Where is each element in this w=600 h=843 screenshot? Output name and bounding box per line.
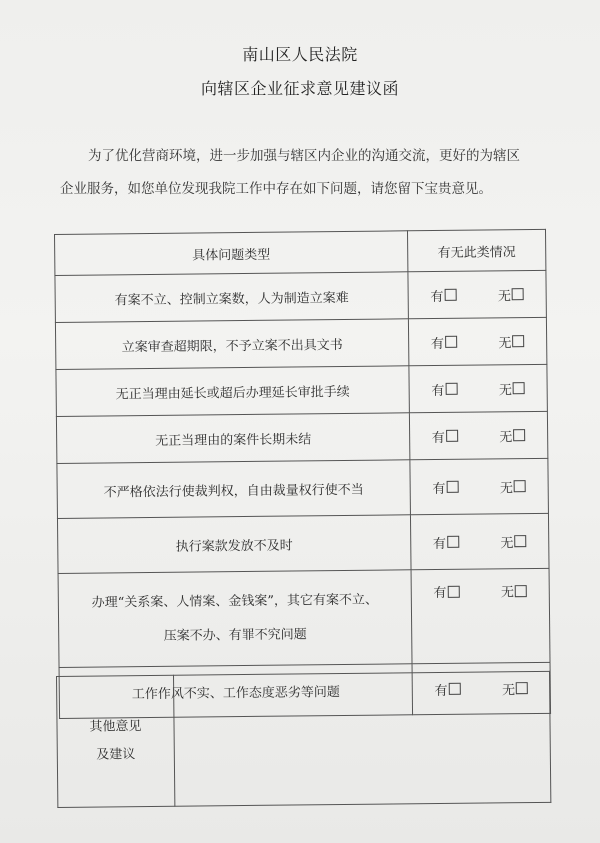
table-row	[56, 364, 547, 416]
issue-text: 无正当理由的案件长期未结	[56, 413, 409, 464]
yes-checkbox[interactable]	[432, 477, 458, 496]
issue-text: 执行案款发放不及时	[57, 515, 411, 574]
feedback-table	[54, 229, 551, 719]
no-label: 无	[498, 382, 512, 398]
yes-checkbox[interactable]	[430, 285, 456, 304]
checkbox-square-icon	[514, 535, 526, 547]
yes-label: 有	[433, 585, 447, 602]
table-row	[55, 270, 546, 322]
letter-title: 向辖区企业征求意见建议函	[200, 79, 399, 98]
no-checkbox[interactable]	[500, 532, 526, 551]
issue-text-line-1: 办理“关系案、人情案、金钱案”，其它有案不立、	[91, 592, 379, 611]
checkbox-square-icon	[512, 288, 524, 300]
yes-label: 有	[430, 289, 444, 305]
table-row	[57, 458, 549, 518]
no-label: 无	[500, 535, 514, 551]
no-label: 无	[501, 682, 516, 698]
table-row	[57, 513, 549, 573]
checkbox-square-icon	[446, 481, 458, 493]
yes-label: 有	[430, 336, 445, 352]
table-row	[56, 411, 547, 463]
no-checkbox[interactable]	[498, 332, 524, 351]
checkbox-square-icon	[447, 585, 459, 597]
intro-paragraph: 为了优化营商环境，进一步加强与辖区内企业的沟通交流，更好的为辖区企业服务，如您单位发现我院工作中存在如下问题，请您留下宝贵意见。	[60, 148, 520, 197]
checkbox-square-icon	[444, 289, 456, 301]
yes-checkbox[interactable]	[433, 532, 459, 551]
status-column-header: 有无此类情况	[407, 229, 545, 271]
issue-text: 立案审查超期限，不予立案不出具文书	[55, 319, 408, 370]
yes-checkbox[interactable]	[433, 582, 459, 601]
no-checkbox[interactable]	[499, 426, 525, 445]
no-checkbox[interactable]	[500, 477, 526, 496]
no-label: 无	[497, 288, 512, 304]
no-checkbox[interactable]	[499, 379, 525, 398]
court-name: 南山区人民法院	[242, 45, 358, 64]
other-suggestions-table	[56, 671, 551, 808]
issue-text-line-2: 压案不办、有罪不究问题	[163, 626, 307, 644]
no-checkbox[interactable]	[498, 285, 524, 304]
checkbox-square-icon	[446, 430, 458, 442]
issue-text: 无正当理由延长或超后办理延长审批手续	[56, 366, 409, 417]
yes-label: 有	[432, 481, 446, 497]
yes-label: 有	[431, 383, 445, 399]
other-label-line-1: 其他意见	[89, 719, 142, 735]
checkbox-square-icon	[513, 429, 525, 441]
yes-label: 有	[432, 536, 447, 552]
no-label: 无	[499, 429, 513, 445]
checkbox-square-icon	[445, 383, 457, 395]
checkbox-square-icon	[445, 336, 457, 348]
other-label-line-2: 及建议	[96, 747, 136, 763]
issue-text: 工作作风不实、工作态度恶劣等问题	[59, 664, 413, 719]
checkbox-square-icon	[515, 585, 527, 597]
yes-label: 有	[431, 430, 445, 446]
table-row	[55, 317, 546, 369]
issue-text: 有案不立、控制立案数，人为制造立案难	[55, 272, 408, 323]
checkbox-square-icon	[447, 536, 459, 548]
yes-label: 有	[434, 683, 448, 699]
yes-checkbox[interactable]	[431, 379, 457, 398]
no-checkbox[interactable]	[501, 581, 527, 600]
other-suggestions-field[interactable]	[173, 671, 550, 806]
no-label: 无	[498, 335, 512, 351]
other-suggestions-label	[57, 675, 175, 807]
checkbox-square-icon	[512, 335, 524, 347]
yes-checkbox[interactable]	[431, 332, 457, 351]
table-row	[58, 568, 550, 667]
issue-text: 不严格依法行使裁判权，自由裁量权行使不当	[57, 460, 411, 519]
no-label: 无	[499, 480, 514, 496]
no-label: 无	[500, 585, 515, 601]
issue-text	[58, 570, 412, 668]
checkbox-square-icon	[514, 480, 526, 492]
issue-column-header: 具体问题类型	[55, 231, 408, 276]
checkbox-square-icon	[513, 382, 525, 394]
yes-checkbox[interactable]	[432, 426, 458, 445]
